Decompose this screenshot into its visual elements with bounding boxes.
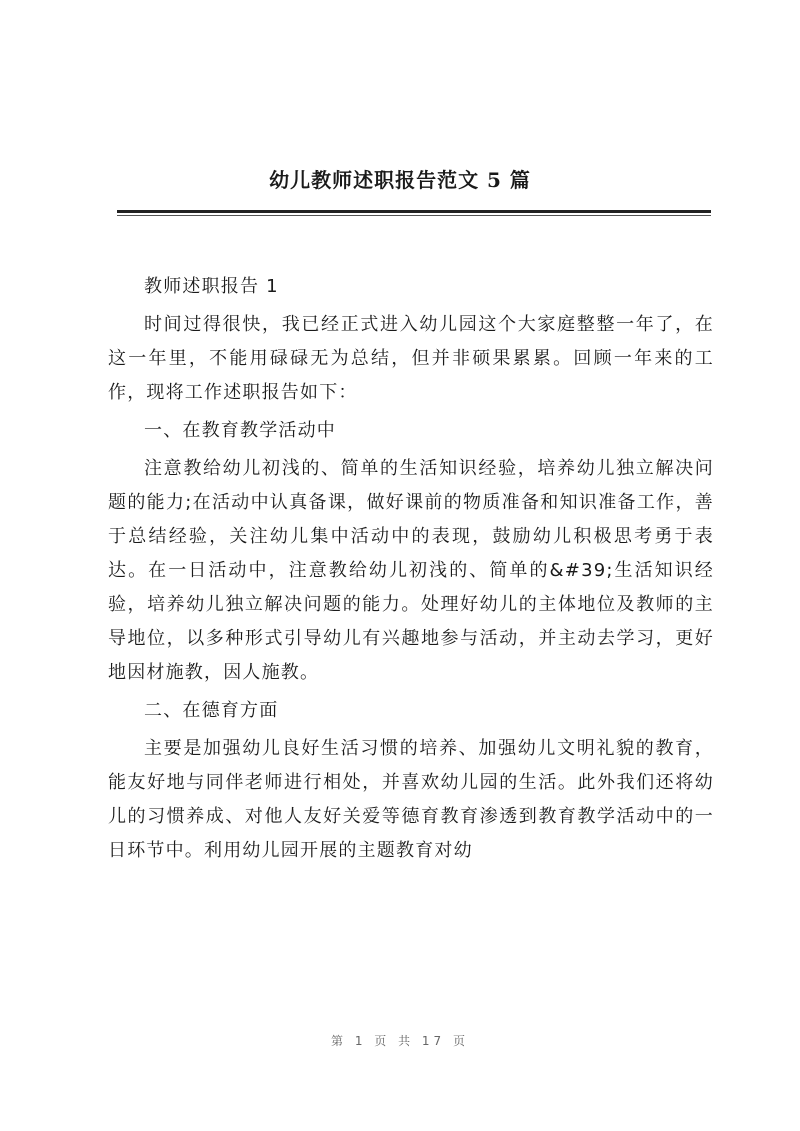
paragraph: 主要是加强幼儿良好生活习惯的培养、加强幼儿文明礼貌的教育，能友好地与同伴老师进行相处，并喜欢幼儿园的生活。此外我们还将幼儿的习惯养成、对他人友好关爱等德育教育渗透到教育教学活动中的一日环节中。利用幼儿园开展的主题教育对幼 bbox=[108, 738, 714, 861]
section-heading: 教师述职报告 1 bbox=[144, 276, 279, 297]
document-body bbox=[108, 270, 714, 872]
document-title: 幼儿教师述职报告范文 5 篇 bbox=[269, 168, 531, 192]
paragraph: 注意教给幼儿初浅的、简单的生活知识经验，培养幼儿独立解决问题的能力;在活动中认真备课，做好课前的物质准备和知识准备工作，善于总结经验，关注幼儿集中活动中的表现，鼓励幼儿积极思考勇于表达。在一日活动中，注意教给幼儿初浅的、简单的&#39;生活知识经验，培养幼儿独立解决问题的能力。处理好幼儿的主体地位及教师的主导地位，以多种形式引导幼儿有兴趣地参与活动，并主动去学习，更好地因材施教，因人施教。 bbox=[108, 458, 714, 683]
paragraph: 时间过得很快，我已经正式进入幼儿园这个大家庭整整一年了，在这一年里，不能用碌碌无为总结，但并非硕果累累。回顾一年来的工作，现将工作述职报告如下： bbox=[108, 314, 714, 403]
title-divider-thin bbox=[117, 215, 711, 216]
title-divider bbox=[117, 210, 711, 213]
page-number-footer: 第 1 页 共 17 页 bbox=[331, 1034, 469, 1048]
section-heading: 二、在德育方面 bbox=[144, 700, 279, 721]
section-heading: 一、在教育教学活动中 bbox=[144, 420, 336, 441]
